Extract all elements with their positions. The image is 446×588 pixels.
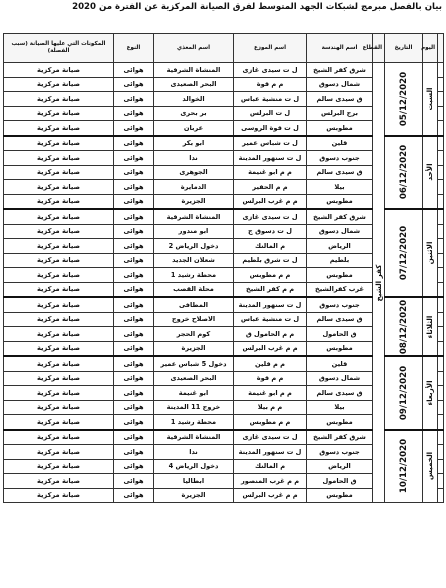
- feeder-cell: ل ت قوة الروسى: [234, 121, 307, 136]
- header-day: اليوم: [423, 34, 438, 63]
- source-cell: الاصلاح خروج: [154, 312, 234, 327]
- source-cell: ندا: [154, 445, 234, 460]
- source-cell: دخول الرياض 4: [154, 459, 234, 474]
- eng-name-cell: ق سيدى سالم: [307, 312, 373, 327]
- date-label: 09/12/2020: [398, 365, 409, 420]
- row-index-cell: [438, 327, 444, 342]
- type-cell: هوائى: [114, 474, 154, 489]
- day-label: الاثنين: [425, 241, 434, 265]
- feeder-cell: م م الحامول ق: [234, 327, 307, 342]
- day-cell: [423, 63, 438, 136]
- eng-name-cell: ق الحامول: [307, 474, 373, 489]
- type-cell: هوائى: [114, 92, 154, 107]
- source-cell: خروج 11 المدينة: [154, 400, 234, 415]
- feeder-cell: م م قلين: [234, 356, 307, 371]
- row-index-cell: [438, 136, 444, 151]
- eng-name-cell: شرق كفر الشيخ: [307, 430, 373, 445]
- source-cell: المنشاة الشرقية: [154, 430, 234, 445]
- source-cell: كوم الحجر: [154, 327, 234, 342]
- type-cell: هوائى: [114, 165, 154, 180]
- row-index-cell: [438, 415, 444, 430]
- feeder-cell: ل ت سيدى غازى: [234, 209, 307, 224]
- feeder-cell: م م مطوبس: [234, 415, 307, 430]
- sector-label: كفر الشيخ: [373, 264, 383, 301]
- date-label: 06/12/2020: [398, 145, 409, 200]
- source-cell: الخوالد: [154, 92, 234, 107]
- source-cell: الجزيرة: [154, 488, 234, 503]
- feeder-cell: م م قوة: [234, 77, 307, 92]
- row-index-cell: [438, 92, 444, 107]
- sector-cell: [373, 63, 385, 503]
- components-cell: صيانة مركزية: [4, 400, 114, 415]
- source-cell: الجزيرة: [154, 341, 234, 356]
- row-index-cell: [438, 77, 444, 92]
- row-index-cell: [438, 400, 444, 415]
- source-cell: الجزيرة: [154, 194, 234, 209]
- feeder-cell: م م ابو غنيمة: [234, 165, 307, 180]
- date-label: 05/12/2020: [398, 71, 409, 126]
- type-cell: هوائى: [114, 371, 154, 386]
- components-cell: صيانة مركزية: [4, 386, 114, 401]
- type-cell: هوائى: [114, 415, 154, 430]
- header-date: التاريخ: [385, 34, 423, 63]
- type-cell: هوائى: [114, 445, 154, 460]
- eng-name-cell: جنوب دسوق: [307, 297, 373, 312]
- row-index-cell: [438, 371, 444, 386]
- source-cell: دخول الرياض 2: [154, 239, 234, 254]
- type-cell: هوائى: [114, 268, 154, 283]
- header-sector: القطاع: [373, 34, 385, 63]
- type-cell: هوائى: [114, 180, 154, 195]
- eng-name-cell: مطوبس: [307, 488, 373, 503]
- eng-name-cell: ق سيدى سالم: [307, 165, 373, 180]
- feeder-cell: ل ت سيدى غازى: [234, 430, 307, 445]
- feeder-cell: م م غرب البرلس: [234, 194, 307, 209]
- feeder-cell: ل ت البرلس: [234, 106, 307, 121]
- components-cell: صيانة مركزية: [4, 282, 114, 297]
- row-index-cell: [438, 386, 444, 401]
- source-cell: ابو مندور: [154, 224, 234, 239]
- components-cell: صيانة مركزية: [4, 415, 114, 430]
- components-cell: صيانة مركزية: [4, 136, 114, 151]
- components-cell: صيانة مركزية: [4, 239, 114, 254]
- row-index-cell: [438, 459, 444, 474]
- feeder-cell: ل ت منشية عباس: [234, 92, 307, 107]
- eng-name-cell: شمال دسوق: [307, 371, 373, 386]
- header-components: المكونات التي عليها الصيانة (سبب الفصلة): [4, 34, 114, 63]
- row-index-cell: [438, 180, 444, 195]
- row-index-cell: [438, 430, 444, 445]
- header-eng-name: اسم الهندسة: [307, 34, 373, 63]
- type-cell: هوائى: [114, 136, 154, 151]
- schedule-table: [3, 33, 444, 503]
- components-cell: صيانة مركزية: [4, 327, 114, 342]
- day-cell: [423, 209, 438, 297]
- feeder-cell: م م غرب البرلس: [234, 488, 307, 503]
- source-cell: محطة رشيد 1: [154, 268, 234, 283]
- components-cell: صيانة مركزية: [4, 151, 114, 166]
- row-index-cell: [438, 239, 444, 254]
- type-cell: هوائى: [114, 121, 154, 136]
- components-cell: صيانة مركزية: [4, 209, 114, 224]
- day-label: الأحد: [425, 163, 434, 181]
- date-label: 07/12/2020: [398, 225, 409, 281]
- date-cell: [385, 430, 423, 503]
- type-cell: هوائى: [114, 312, 154, 327]
- eng-name-cell: جنوب دسوق: [307, 151, 373, 166]
- feeder-cell: م م الحفير: [234, 180, 307, 195]
- type-cell: هوائى: [114, 488, 154, 503]
- day-label: الثلاثاء: [425, 315, 434, 338]
- day-cell: [423, 136, 438, 210]
- eng-name-cell: مطوبس: [307, 121, 373, 136]
- components-cell: صيانة مركزية: [4, 253, 114, 268]
- row-index-cell: [438, 165, 444, 180]
- type-cell: هوائى: [114, 194, 154, 209]
- feeder-cell: م م بيلا: [234, 400, 307, 415]
- date-cell: [385, 136, 423, 210]
- feeder-cell: م المالنك: [234, 239, 307, 254]
- components-cell: صيانة مركزية: [4, 297, 114, 312]
- schedule-body: [4, 63, 444, 503]
- date-label: 10/12/2020: [398, 439, 409, 494]
- feeder-cell: م م غرب المنصور: [234, 474, 307, 489]
- type-cell: هوائى: [114, 459, 154, 474]
- feeder-cell: ل ت دسوق ج: [234, 224, 307, 239]
- type-cell: هوائى: [114, 341, 154, 356]
- feeder-cell: ل ت سنهور المدينة: [234, 297, 307, 312]
- day-cell: [423, 297, 438, 356]
- eng-name-cell: مطوبس: [307, 341, 373, 356]
- components-cell: صيانة مركزية: [4, 180, 114, 195]
- row-index-cell: [438, 253, 444, 268]
- feeder-cell: ل ت شباس عمير: [234, 136, 307, 151]
- eng-name-cell: شمال دسوق: [307, 77, 373, 92]
- source-cell: المنشاة الشرقية: [154, 209, 234, 224]
- components-cell: صيانة مركزية: [4, 371, 114, 386]
- feeder-cell: م م كفر الشيخ: [234, 282, 307, 297]
- header-source: اسم المغذي: [154, 34, 234, 63]
- date-label: 08/12/2020: [398, 299, 409, 354]
- source-cell: بر بحرى: [154, 106, 234, 121]
- eng-name-cell: بلطيم: [307, 253, 373, 268]
- row-index-cell: [438, 224, 444, 239]
- eng-name-cell: شرق كفر الشيخ: [307, 63, 373, 78]
- source-cell: دخول 5 شباس عمير: [154, 356, 234, 371]
- eng-name-cell: شمال دسوق: [307, 224, 373, 239]
- source-cell: البحر الصعيدى: [154, 371, 234, 386]
- row-index-cell: [438, 194, 444, 209]
- row-index-cell: [438, 445, 444, 460]
- eng-name-cell: الرياض: [307, 239, 373, 254]
- components-cell: صيانة مركزية: [4, 77, 114, 92]
- eng-name-cell: الرياض: [307, 459, 373, 474]
- eng-name-cell: بيلا: [307, 180, 373, 195]
- row-index-cell: [438, 121, 444, 136]
- source-cell: ابو غنيمة: [154, 386, 234, 401]
- eng-name-cell: شرق كفر الشيخ: [307, 209, 373, 224]
- type-cell: هوائى: [114, 239, 154, 254]
- feeder-cell: ل ت سيدى غازى: [234, 63, 307, 78]
- components-cell: صيانة مركزية: [4, 445, 114, 460]
- eng-name-cell: قلين: [307, 356, 373, 371]
- feeder-cell: م م ابو غنيمة: [234, 386, 307, 401]
- components-cell: صيانة مركزية: [4, 356, 114, 371]
- components-cell: صيانة مركزية: [4, 488, 114, 503]
- header-type: النوع: [114, 34, 154, 63]
- type-cell: هوائى: [114, 430, 154, 445]
- row-index-cell: [438, 488, 444, 503]
- row-index-cell: [438, 356, 444, 371]
- components-cell: صيانة مركزية: [4, 430, 114, 445]
- components-cell: صيانة مركزية: [4, 92, 114, 107]
- header-index: [438, 34, 444, 63]
- feeder-cell: م م غرب البرلس: [234, 341, 307, 356]
- eng-name-cell: مطوبس: [307, 415, 373, 430]
- components-cell: صيانة مركزية: [4, 121, 114, 136]
- row-index-cell: [438, 474, 444, 489]
- components-cell: صيانة مركزية: [4, 268, 114, 283]
- type-cell: هوائى: [114, 63, 154, 78]
- type-cell: هوائى: [114, 282, 154, 297]
- eng-name-cell: برج البرلس: [307, 106, 373, 121]
- header-row: [4, 34, 444, 63]
- source-cell: شعلان الجديد: [154, 253, 234, 268]
- page-title: بيان بالفصل مبرمج لشبكات الجهد المتوسط لفرق الصيانة المركزية عن الفترة من 2020: [72, 2, 442, 12]
- date-cell: [385, 356, 423, 430]
- components-cell: صيانة مركزية: [4, 106, 114, 121]
- type-cell: هوائى: [114, 77, 154, 92]
- source-cell: محلة القصب: [154, 282, 234, 297]
- table-row: [4, 63, 444, 78]
- row-index-cell: [438, 312, 444, 327]
- components-cell: صيانة مركزية: [4, 165, 114, 180]
- feeder-cell: ل ت سنهور المدينة: [234, 445, 307, 460]
- eng-name-cell: قلين: [307, 136, 373, 151]
- source-cell: الجوهرى: [154, 165, 234, 180]
- row-index-cell: [438, 282, 444, 297]
- components-cell: صيانة مركزية: [4, 341, 114, 356]
- day-label: الخميس: [425, 452, 434, 481]
- feeder-cell: م م قوة: [234, 371, 307, 386]
- day-label: الأربعاء: [425, 380, 434, 406]
- feeder-cell: ل ت سنهور المدينة: [234, 151, 307, 166]
- components-cell: صيانة مركزية: [4, 312, 114, 327]
- components-cell: صيانة مركزية: [4, 194, 114, 209]
- source-cell: البحر الصعيدى: [154, 77, 234, 92]
- eng-name-cell: مطوبس: [307, 268, 373, 283]
- type-cell: هوائى: [114, 327, 154, 342]
- feeder-cell: م المالنك: [234, 459, 307, 474]
- date-cell: [385, 63, 423, 136]
- feeder-cell: م م مطوبس: [234, 268, 307, 283]
- day-label: السبت: [425, 87, 434, 111]
- feeder-cell: ل ت شرق بلطيم: [234, 253, 307, 268]
- source-cell: ابطاليا: [154, 474, 234, 489]
- eng-name-cell: بيلا: [307, 400, 373, 415]
- type-cell: هوائى: [114, 209, 154, 224]
- type-cell: هوائى: [114, 400, 154, 415]
- type-cell: هوائى: [114, 151, 154, 166]
- eng-name-cell: مطوبس: [307, 194, 373, 209]
- type-cell: هوائى: [114, 386, 154, 401]
- components-cell: صيانة مركزية: [4, 224, 114, 239]
- type-cell: هوائى: [114, 253, 154, 268]
- type-cell: هوائى: [114, 224, 154, 239]
- date-cell: [385, 297, 423, 356]
- source-cell: ندا: [154, 151, 234, 166]
- source-cell: الدمايرة: [154, 180, 234, 195]
- source-cell: المطافى: [154, 297, 234, 312]
- row-index-cell: [438, 297, 444, 312]
- type-cell: هوائى: [114, 297, 154, 312]
- header-feeder: اسم الموزع: [234, 34, 307, 63]
- row-index-cell: [438, 209, 444, 224]
- row-index-cell: [438, 341, 444, 356]
- eng-name-cell: ق سيدى سالم: [307, 92, 373, 107]
- eng-name-cell: ق الحامول: [307, 327, 373, 342]
- row-index-cell: [438, 151, 444, 166]
- row-index-cell: [438, 268, 444, 283]
- components-cell: صيانة مركزية: [4, 459, 114, 474]
- source-cell: ابو بكر: [154, 136, 234, 151]
- day-cell: [423, 430, 438, 503]
- type-cell: هوائى: [114, 106, 154, 121]
- feeder-cell: ل ت منشية عباس: [234, 312, 307, 327]
- source-cell: محطة رشيد 1: [154, 415, 234, 430]
- row-index-cell: [438, 63, 444, 78]
- eng-name-cell: جنوب دسوق: [307, 445, 373, 460]
- components-cell: صيانة مركزية: [4, 474, 114, 489]
- components-cell: صيانة مركزية: [4, 63, 114, 78]
- date-cell: [385, 209, 423, 297]
- eng-name-cell: ق سيدى سالم: [307, 386, 373, 401]
- source-cell: عربان: [154, 121, 234, 136]
- eng-name-cell: غرب كفرالشيخ: [307, 282, 373, 297]
- type-cell: هوائى: [114, 356, 154, 371]
- source-cell: المنشاة الشرقية: [154, 63, 234, 78]
- day-cell: [423, 356, 438, 430]
- row-index-cell: [438, 106, 444, 121]
